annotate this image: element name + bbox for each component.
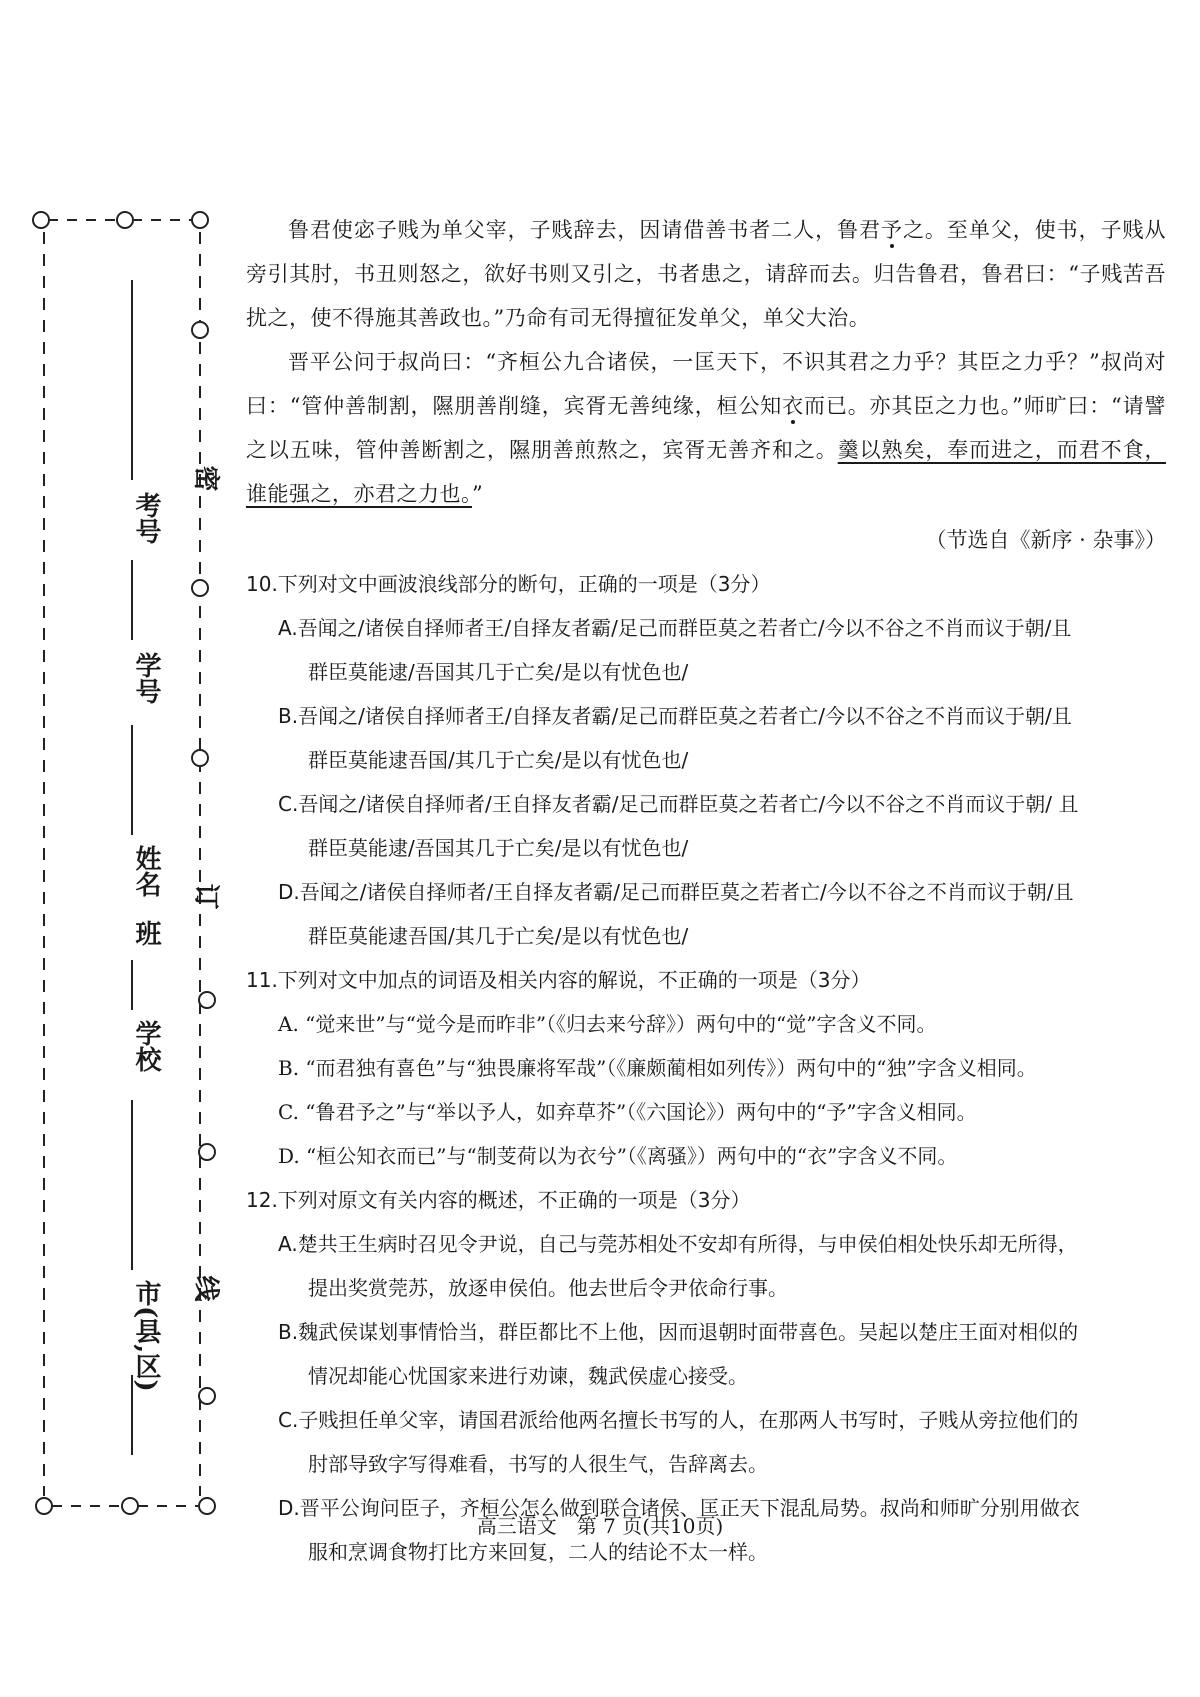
label-school: 学校	[131, 1020, 161, 1072]
blank-exam-number[interactable]	[131, 280, 133, 480]
q12-option-b[interactable]	[246, 1310, 1166, 1398]
option-line: B.吾闻之/诸侯自择师者王/自择友者霸/足己而群臣莫之若者亡/今以不谷之不肖而议于朝/且	[278, 704, 1072, 728]
binding-hole	[192, 322, 208, 338]
passage-source: （节选自《新序 · 杂事》）	[925, 528, 1166, 552]
binding-hole	[199, 1388, 215, 1404]
binding-hole	[199, 1144, 215, 1160]
label-exam-number: 考号	[131, 492, 161, 544]
q11-option-d[interactable]: D. “桓公知衣而已”与“制芰荷以为衣兮”（《离骚》）两句中的“衣”字含义不同。	[278, 1144, 958, 1168]
dotted-char: 衣	[782, 394, 804, 418]
passage-text: 之。至单父，使书，子贱从旁引其肘，书丑则怒之，欲好书则又引之，书者患之，请辞而去。归告鲁君，鲁君曰：“子贱苦吾扰之，使不得施其善政也。”乃命有司无得擅征发单父，单父大治。	[246, 218, 1167, 330]
option-line: D.吾闻之/诸侯自择师者/王自择友者霸/足己而群臣莫之若者亡/今以不谷之不肖而议于朝/且	[278, 880, 1074, 904]
label-student-number: 学号	[131, 652, 161, 704]
q10-option-c[interactable]	[246, 782, 1166, 870]
option-line: 群臣莫能逮/吾国其几于亡矣/是以有忧色也/	[308, 660, 689, 684]
option-line: C.吾闻之/诸侯自择师者/王自择友者霸/足己而群臣莫之若者亡/今以不谷之不肖而议于朝/ 且	[278, 792, 1079, 816]
option-line: D.晋平公询问臣子，齐桓公怎么做到联合诸侯、匡正天下混乱局势。叔尚和师旷分别用做衣	[278, 1496, 1080, 1520]
option-line: 肘部导致字写得难看，书写的人很生气，告辞离去。	[308, 1452, 768, 1476]
option-line: 情况却能心忧国家来进行劝谏，魏武侯虚心接受。	[308, 1364, 748, 1388]
option-line: 服和烹调食物打比方来回复，二人的结论不太一样。	[308, 1540, 768, 1564]
option-line: A.楚共王生病时召见令尹说，自己与莞苏相处不安却有所得，与申侯伯相处快乐却无所得，	[278, 1232, 1078, 1256]
q10-option-d[interactable]	[246, 870, 1166, 958]
option-line: A.吾闻之/诸侯自择师者王/自择友者霸/足己而群臣莫之若者亡/今以不谷之不肖而议于朝/且	[278, 616, 1072, 640]
seal-char-mi: 密	[190, 465, 221, 492]
q12-option-a[interactable]	[246, 1222, 1166, 1310]
question-12-stem: 12.下列对原文有关内容的概述，不正确的一项是（3分）	[246, 1188, 751, 1212]
q10-option-b[interactable]	[246, 694, 1166, 782]
option-line: B.魏武侯谋划事情恰当，群臣都比不上他，因而退朝时面带喜色。吴起以楚庄王面对相似的	[278, 1320, 1079, 1344]
passage-text: 鲁君使宓子贱为单父宰，子贱辞去，因请借善书者二人，鲁君	[288, 218, 881, 242]
option-line: 群臣莫能逮/吾国其几于亡矣/是以有忧色也/	[308, 836, 689, 860]
wavy-underlined-sentence: 羹以熟矣，奉而进之，而君不食，谁能强之，亦君之力也。	[246, 438, 1167, 506]
seal-char-ding: 订	[190, 883, 221, 910]
passage-text: 晋平公问于叔尚曰：“齐桓公九合诸侯，一匡天下，不识其君之力乎？其臣之力乎？”叔尚对曰：“管仲善制割，隰朋善削缝，宾胥无善纯缘，桓公知	[246, 350, 1166, 418]
exam-content	[246, 208, 1166, 1574]
page-footer: 高三语文 第 7 页(共10页)	[476, 1514, 724, 1538]
option-line: 提出奖赏莞苏，放逐申侯伯。他去世后令尹依命行事。	[308, 1276, 788, 1300]
option-line: 群臣莫能逮吾国/其几于亡矣/是以有忧色也/	[308, 748, 689, 772]
dotted-char: 予	[880, 218, 903, 242]
q10-option-a[interactable]	[246, 606, 1166, 694]
binding-hole	[199, 992, 215, 1008]
question-10-stem: 10.下列对文中画波浪线部分的断句，正确的一项是（3分）	[246, 572, 771, 596]
blank-city[interactable]	[131, 1100, 133, 1270]
label-class: 班	[131, 920, 161, 946]
option-line: C.子贱担任单父宰，请国君派给他两名擅长书写的人，在那两人书写时，子贱从旁拉他们的	[278, 1408, 1079, 1432]
binding-hole	[192, 750, 208, 766]
blank-school[interactable]	[131, 960, 133, 1010]
q12-option-c[interactable]	[246, 1398, 1166, 1486]
binding-hole	[192, 212, 208, 228]
binding-hole	[33, 212, 49, 228]
blank-name[interactable]	[131, 725, 133, 835]
blank-student-number[interactable]	[131, 560, 133, 640]
passage-text: ”	[472, 482, 484, 506]
binding-hole	[192, 580, 208, 596]
passage-paragraph-2	[246, 340, 1166, 516]
passage-text: 而已。亦其臣之力也。”师旷曰：“请譬之以五味，管仲善断割之，隰朋善煎熬之，宾胥无善齐和之。	[246, 394, 1166, 462]
q11-option-a[interactable]: A. “觉来世”与“觉今是而昨非”（《归去来兮辞》）两句中的“觉”字含义不同。	[278, 1012, 937, 1036]
seal-char-xian: 线	[190, 1275, 221, 1302]
label-city: 市(县,区)	[131, 1280, 161, 1392]
passage-paragraph-1	[246, 208, 1166, 340]
binding-hole	[117, 212, 133, 228]
question-11-stem: 11.下列对文中加点的词语及相关内容的解说，不正确的一项是（3分）	[246, 968, 871, 992]
q11-option-b[interactable]: B. “而君独有喜色”与“独畏廉将军哉”（《廉颇蔺相如列传》）两句中的“独”字含义相同。	[278, 1056, 1037, 1080]
label-name: 姓名	[131, 845, 161, 897]
option-line: 群臣莫能逮吾国/其几于亡矣/是以有忧色也/	[308, 924, 689, 948]
q11-option-c[interactable]: C. “鲁君予之”与“举以予人，如弃草芥”（《六国论》）两句中的“予”字含义相同。	[278, 1100, 977, 1124]
